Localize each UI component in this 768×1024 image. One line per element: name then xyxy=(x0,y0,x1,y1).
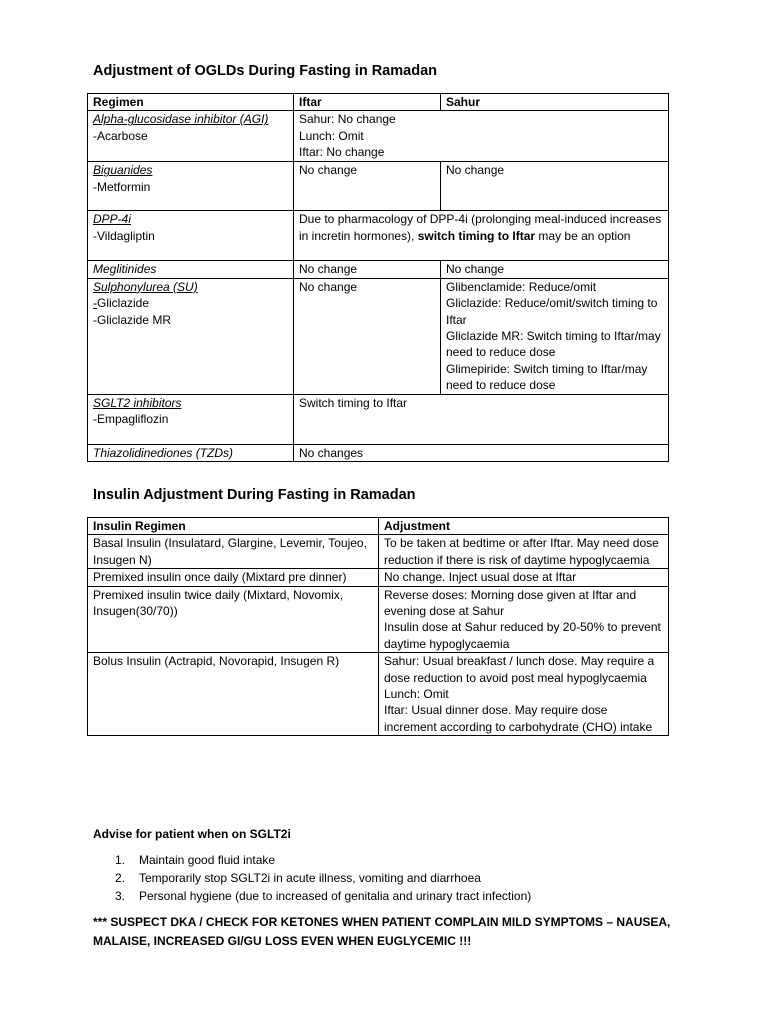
advice-list xyxy=(93,851,673,905)
drug-name-text: Gliclazide xyxy=(97,296,150,311)
sahur-cell: No change xyxy=(441,261,669,278)
sahur-line: Glimepiride: Switch timing to Iftar/may need to reduce dose xyxy=(446,361,648,393)
drug-name: -Vildagliptin xyxy=(93,228,155,243)
iftar-cell: No change xyxy=(294,162,441,211)
regimen-cell: Premixed insulin once daily (Mixtard pre dinner) xyxy=(88,569,379,586)
table-row-premixed-twice xyxy=(88,586,669,653)
list-item xyxy=(93,851,673,869)
plan-line: Sahur: No change xyxy=(299,112,396,127)
drug-class: Sulphonylurea (SU) xyxy=(93,279,198,294)
plan-line: Iftar: No change xyxy=(299,145,385,160)
regimen-cell xyxy=(88,211,294,261)
drug-class: Meglitinides xyxy=(93,262,157,277)
header-regimen: Regimen xyxy=(88,94,294,111)
list-number: 1. xyxy=(115,853,126,867)
adjustment-line: Iftar: Usual dinner dose. May require dose increment according to carbohydrate (CHO) intake xyxy=(384,703,653,734)
regimen-cell xyxy=(88,261,294,278)
plan-cell xyxy=(294,211,669,261)
drug-name xyxy=(93,295,288,311)
table-header-row xyxy=(88,518,669,535)
ogld-table xyxy=(87,93,669,462)
adjustment-cell xyxy=(379,653,669,736)
plan-cell xyxy=(294,111,669,162)
list-text: Maintain good fluid intake xyxy=(139,853,276,867)
regimen-cell: Premixed insulin twice daily (Mixtard, Novomix, Insugen(30/70)) xyxy=(88,586,379,653)
plan-cell: No changes xyxy=(294,444,669,461)
adjustment-cell xyxy=(379,535,669,569)
adjustment-cell xyxy=(379,586,669,653)
adjustment-line: To be taken at bedtime or after Iftar. May need dose reduction if there is risk of daytime hypoglycaemia xyxy=(384,536,659,567)
sahur-line: Gliclazide: Reduce/omit/switch timing to Iftar xyxy=(446,296,658,327)
sahur-cell: No change xyxy=(441,162,669,211)
regimen-cell: Basal Insulin (Insulatard, Glargine, Levemir, Toujeo, Insugen N) xyxy=(88,535,379,569)
list-number: 3. xyxy=(115,889,126,903)
list-text: Personal hygiene (due to increased of genitalia and urinary tract infection) xyxy=(139,889,532,903)
plan-cell: Switch timing to Iftar xyxy=(294,394,669,444)
regimen-cell xyxy=(88,444,294,461)
drug-dash: - xyxy=(93,296,97,311)
regimen-cell xyxy=(88,394,294,444)
drug-class: DPP-4i xyxy=(93,212,132,227)
plan-emphasis: switch timing to Iftar xyxy=(417,228,536,243)
sahur-cell xyxy=(441,278,669,394)
dka-warning: *** SUSPECT DKA / CHECK FOR KETONES WHEN PATIENT COMPLAIN MILD SYMPTOMS – NAUSEA, MALAISE, INCREASED GI/GU LOSS EVEN WHEN EUGLYCEMIC !!! xyxy=(93,915,671,948)
table-row-biguanides xyxy=(88,162,669,211)
ogld-table-title: Adjustment of OGLDs During Fasting in Ramadan xyxy=(93,63,437,79)
table-row-bolus xyxy=(88,653,669,736)
drug-name: -Gliclazide MR xyxy=(93,312,172,327)
table-row-dpp4 xyxy=(88,211,669,261)
adjustment-line: Reverse doses: Morning dose given at Iftar and evening dose at Sahur xyxy=(384,587,637,619)
drug-class: SGLT2 inhibitors xyxy=(93,395,182,410)
adjustment-line: Lunch: Omit xyxy=(384,687,449,702)
drug-name: -Metformin xyxy=(93,179,151,194)
insulin-table-title: Insulin Adjustment During Fasting in Ramadan xyxy=(93,487,416,503)
adjustment-line: No change. Inject usual dose at Iftar xyxy=(384,570,577,585)
plan-text: Due to pharmacology of DPP-4i (prolonging meal-induced increases in incretin hormones), xyxy=(299,212,662,243)
plan-text: may be an option xyxy=(535,228,631,243)
drug-class: Biguanides xyxy=(93,163,153,178)
list-item xyxy=(93,869,673,887)
table-row-sulphonylurea xyxy=(88,278,669,394)
regimen-cell xyxy=(88,162,294,211)
adjustment-line: Sahur: Usual breakfast / lunch dose. May require a dose reduction to avoid post meal hypoglycaemia xyxy=(384,654,655,685)
header-sahur: Sahur xyxy=(441,94,669,111)
table-row-basal xyxy=(88,535,669,569)
iftar-cell: No change xyxy=(294,278,441,394)
drug-class: Thiazolidinediones (TZDs) xyxy=(93,445,234,460)
advice-title: Advise for patient when on SGLT2i xyxy=(93,827,291,841)
table-row-tzd xyxy=(88,444,669,461)
table-row-meglitinides xyxy=(88,261,669,278)
iftar-cell: No change xyxy=(294,261,441,278)
list-number: 2. xyxy=(115,871,126,885)
table-row-sglt2 xyxy=(88,394,669,444)
sahur-line: Glibenclamide: Reduce/omit xyxy=(446,279,597,294)
drug-class: Alpha-glucosidase inhibitor (AGI) xyxy=(93,112,269,127)
sahur-line: Gliclazide MR: Switch timing to Iftar/may need to reduce dose xyxy=(446,329,661,360)
adjustment-cell xyxy=(379,569,669,586)
header-iftar: Iftar xyxy=(294,94,441,111)
table-row-agi xyxy=(88,111,669,162)
regimen-cell xyxy=(88,111,294,162)
table-header-row xyxy=(88,94,669,111)
list-item xyxy=(93,887,673,905)
table-row-premixed-once xyxy=(88,569,669,586)
regimen-cell xyxy=(88,278,294,394)
drug-name: -Empagliflozin xyxy=(93,412,169,427)
drug-name: -Acarbose xyxy=(93,128,148,143)
insulin-table xyxy=(87,517,669,736)
header-adjustment: Adjustment xyxy=(379,518,669,535)
plan-line: Lunch: Omit xyxy=(299,128,364,143)
list-text: Temporarily stop SGLT2i in acute illness, vomiting and diarrhoea xyxy=(139,871,481,885)
regimen-cell: Bolus Insulin (Actrapid, Novorapid, Insugen R) xyxy=(88,653,379,736)
header-insulin-regimen: Insulin Regimen xyxy=(88,518,379,535)
adjustment-line: Insulin dose at Sahur reduced by 20-50% to prevent daytime hypoglycaemia xyxy=(384,620,661,651)
